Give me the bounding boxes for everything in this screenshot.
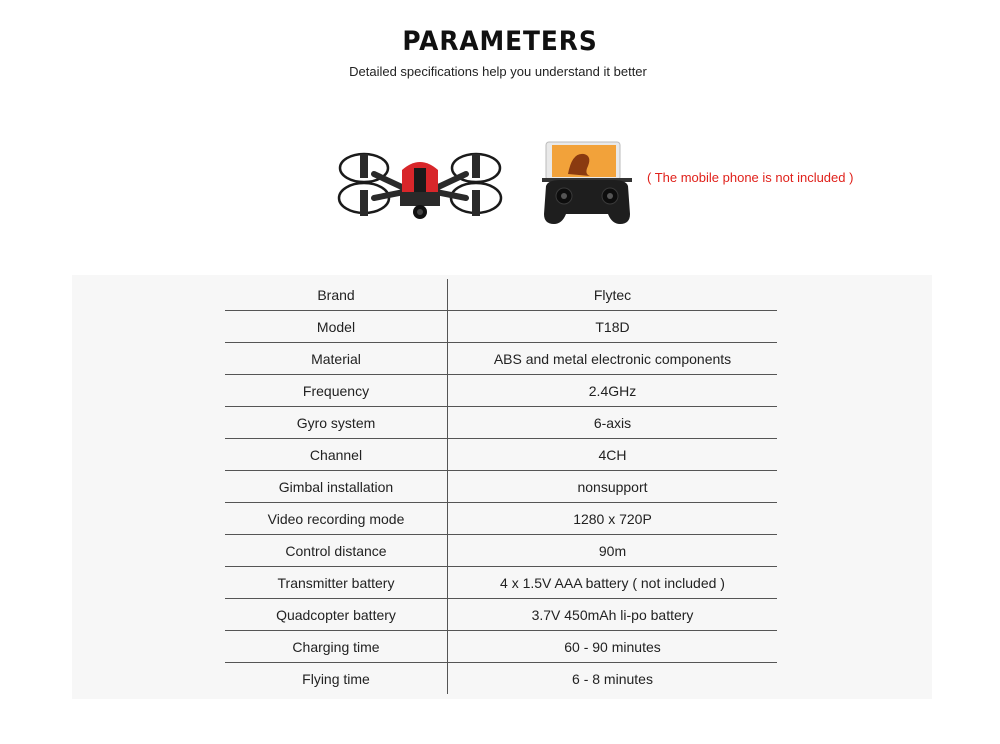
page-subtitle: Detailed specifications help you understand it better (349, 64, 647, 79)
spec-row (225, 535, 777, 567)
spec-value: 1280 x 720P (448, 503, 778, 535)
spec-label: Gyro system (225, 407, 448, 439)
spec-label: Flying time (225, 663, 448, 695)
spec-value: 60 - 90 minutes (448, 631, 778, 663)
spec-value: 6 - 8 minutes (572, 670, 653, 687)
spec-row (225, 407, 777, 439)
spec-value: 90m (448, 535, 778, 567)
spec-label: Charging time (225, 631, 448, 663)
spec-label: Model (225, 311, 448, 343)
spec-value: 4CH (448, 439, 778, 471)
page-title: PARAMETERS (402, 26, 598, 57)
spec-value: Flytec (448, 279, 778, 311)
spec-value: 6-axis (448, 407, 778, 439)
spec-label: Brand (225, 279, 448, 311)
spec-row (225, 471, 777, 503)
spec-value: T18D (448, 311, 778, 343)
spec-row (225, 343, 777, 375)
spec-value: nonsupport (448, 471, 778, 503)
spec-row (225, 631, 777, 663)
spec-label: Gimbal installation (225, 471, 448, 503)
spec-label: Transmitter battery (225, 567, 448, 599)
spec-row (225, 663, 777, 695)
spec-row (225, 375, 777, 407)
spec-label: Quadcopter battery (225, 599, 448, 631)
spec-row (225, 279, 777, 311)
spec-label: Frequency (225, 375, 448, 407)
spec-value: 4 x 1.5V AAA battery ( not included ) (448, 567, 778, 599)
phone-not-included-note: ( The mobile phone is not included ) (647, 170, 854, 185)
spec-row (225, 311, 777, 343)
spec-row (225, 503, 777, 535)
spec-value: ABS and metal electronic components (448, 343, 778, 375)
remote-controller-image (538, 140, 636, 228)
spec-row (225, 567, 777, 599)
specs-table (225, 279, 777, 694)
spec-value: 3.7V 450mAh li-po battery (448, 599, 778, 631)
spec-label: Channel (225, 439, 448, 471)
spec-label: Control distance (225, 535, 448, 567)
drone-image (334, 140, 506, 228)
spec-row (225, 599, 777, 631)
spec-row (225, 439, 777, 471)
spec-value: 2.4GHz (448, 375, 778, 407)
spec-label: Material (225, 343, 448, 375)
spec-label: Video recording mode (225, 503, 448, 535)
